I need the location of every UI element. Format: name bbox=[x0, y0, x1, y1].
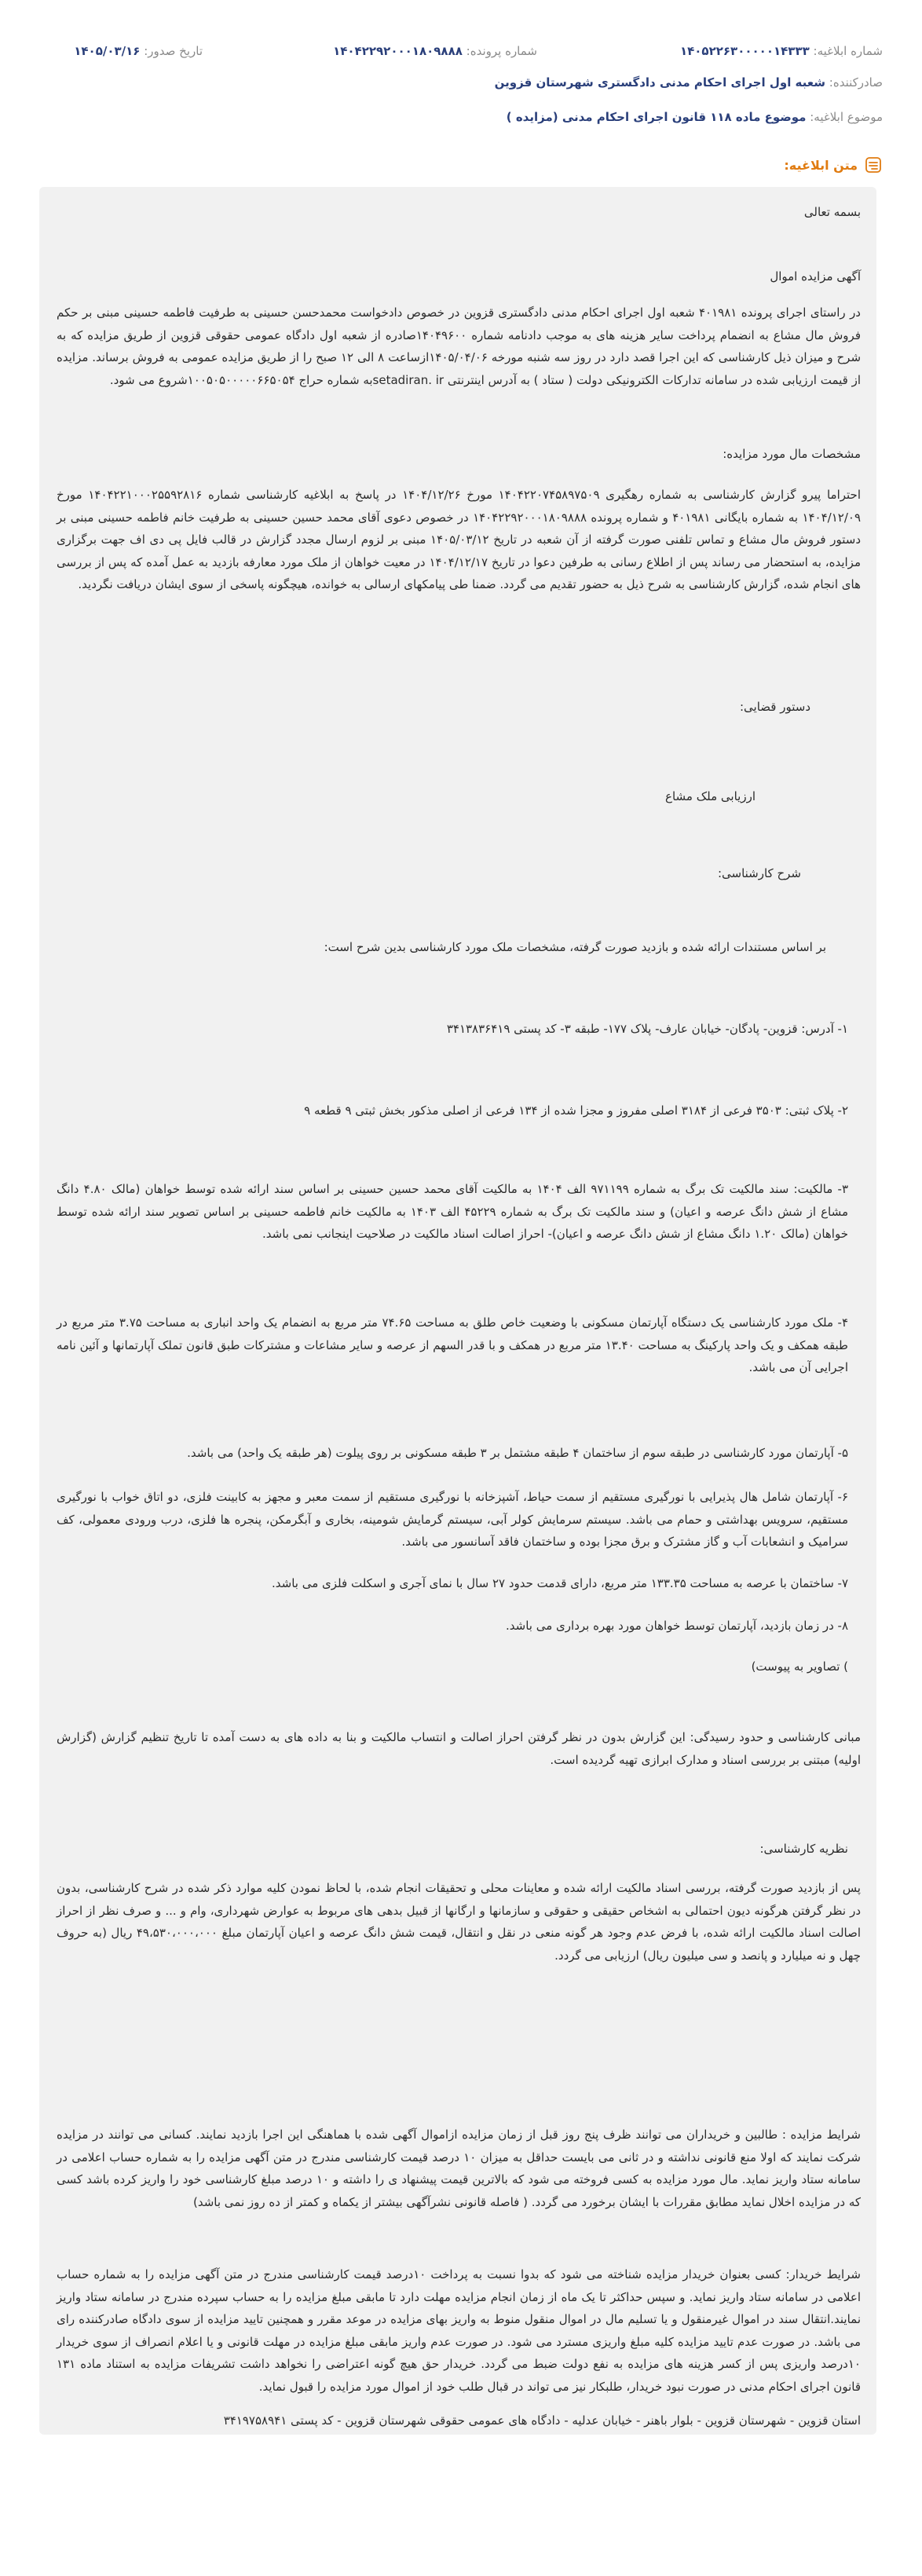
notice-text-header bbox=[784, 156, 883, 174]
body-item-1: ۱- آدرس: قزوین- پادگان- خیابان عارف- پلاک ۱۷۷- طبقه ۳- کد پستی ۳۴۱۳۸۳۶۴۱۹ bbox=[446, 1022, 848, 1036]
body-heading-description: شرح کارشناسی: bbox=[717, 866, 801, 880]
body-opinion-paragraph: پس از بازدید صورت گرفته، بررسی اسناد مالکیت ارائه شده و معاینات محلی و تحقیقات انجام شده، با لحاظ نمودن کلیه موارد ذکر شده در شرح کارشناسی، بدون در نظر گرفتن هرگونه دیون احتمالی به اشخاص حقیقی و حقوقی و سازمانها و ارگانها از قبیل بدهی های مربوط به عوارض شهرداری، وام و ... و صرف نظر از احراز اصالت اسناد مالکیت ارائه شده، با فرض عدم وجود هر گونه منعی در نقل و انتقال، قیمت شش دانگ عرصه و اعیان آپارتمان مبلغ ۴۹،۵۳۰،۰۰۰،۰۰۰ ریال (به حروف چهل و نه میلیارد و پانصد و سی میلیون ریال) ارزیابی می گردد. bbox=[57, 1881, 861, 1963]
issuer-row: صادرکننده: شعبه اول اجرای احکام مدنی دادگستری شهرستان قزوین bbox=[494, 75, 883, 90]
case-number: شماره پرونده: ۱۴۰۴۲۲۹۲۰۰۰۱۸۰۹۸۸۸ bbox=[333, 44, 537, 58]
issue-date: تاریخ صدور: ۱۴۰۵/۰۳/۱۶ bbox=[74, 44, 203, 58]
body-heading-opinion: نظریه کارشناسی: bbox=[759, 1842, 848, 1856]
body-attachments-note: ) تصاویر به پیوست) bbox=[751, 1659, 848, 1674]
body-item-8: ۸- در زمان بازدید، آپارتمان توسط خواهان مورد بهره برداری می باشد. bbox=[506, 1619, 848, 1633]
body-item-7: ۷- ساختمان با عرصه به مساحت ۱۳۳.۳۵ متر مربع، دارای قدمت حدود ۲۷ سال با نمای آجری و اسکلت فلزی می باشد. bbox=[272, 1576, 848, 1590]
body-order-text: ارزیابی ملک مشاع bbox=[665, 789, 756, 803]
body-description-intro: بر اساس مستندات ارائه شده و بازدید صورت گرفته، مشخصات ملک مورد کارشناسی بدین شرح است: bbox=[324, 940, 826, 954]
body-report-paragraph: احتراما پیرو گزارش کارشناسی به شماره رهگیری ۱۴۰۴۲۲۰۷۴۵۸۹۷۵۰۹ مورخ ۱۴۰۴/۱۲/۲۶ در پاسخ به ابلاغیه کارشناسی شماره ۱۴۰۴۲۲۱۰۰۰۲۵۵۹۲۸۱۶ مورخ ۱۴۰۴/۱۲/۰۹ به شماره بایگانی ۴۰۱۹۸۱ و شماره پرونده ۱۴۰۴۲۲۹۲۰۰۰۱۸۰۹۸۸۸ در خصوص دعوی آقای محمد حسین حسینی به طرفیت خانم فاطمه حسینی مبنی بر دستور فروش مال مشاع و تماس تلفنی صورت گرفته از آن شعبه در تاریخ ۱۴۰۵/۰۳/۱۲ مبنی بر لزوم ارسال مجدد گزارش در قالب فایل پی دی اف جهت برگزاری مزایده، به استحضار می رساند پس از اطلاع رسانی به طرفین دعوا در تاریخ ۱۴۰۴/۱۲/۱۷ در معیت خواهان از ملک مورد معارفه بازدید به عمل آمده که پس از بررسی های انجام شده، گزارش کارشناسی به شرح ذیل به حضور تقدیم می گردد. ضمنا طی پیامکهای ارسالی به خوانده، هیچگونه پاسخی از سوی ایشان دریافت نگردید. bbox=[57, 488, 861, 591]
body-buyer-terms: شرایط خریدار: کسی بعنوان خریدار مزایده شناخته می شود که بدوا نسبت به پرداخت ۱۰درصد قیمت کارشناسی مندرج در متن آگهی مزایده را به شماره حساب اعلامی در سامانه ستاد واریز نماید. و سپس حداکثر تا یک ماه از زمان انجام مزایده مهلت دارد تا مابقی مبلغ مزایده را به حساب سپرده مندرج در سامانه ستاد واریز نمایند.انتقال سند در اموال غیرمنقول و یا تسلیم مال در اموال منقول منوط به واریز بهای مزایده در موعد مقرر و همچنین تایید مزایده از سوی دادگاه صادرکننده رای می باشد. در صورت عدم تایید مزایده کلیه مبلغ واریزی مسترد می شود. در صورت عدم واریز مابقی مبلغ مزایده در مهلت قانونی و یا اعلام انصراف از سوی خریدار ۱۰درصد واریزی پس از کسر هزینه های مزایده به نفع دولت ضبط می گردد. خریدار حق هیچ گونه اعتراضی را نخواهد داشت تشریفات مزایده به استناد ماده ۱۳۱ قانون اجرای احکام مدنی در صورت نبود خریدار، طلبکار نیز می تواند در قبال طلب خود از اموال مورد مزایده را قبول نماید. bbox=[57, 2267, 861, 2394]
body-basis-paragraph: مبانی کارشناسی و حدود رسیدگی: این گزارش بدون در نظر گرفتن احراز اصالت و انتساب مالکیت و بنا به داده های به دست آمده تا تاریخ تنظیم گزارش (گزارش اولیه) مبتنی بر بررسی اسناد و مدارک ابرازی تهیه گردیده است. bbox=[57, 1730, 861, 1767]
body-auction-terms: شرایط مزایده : طالبین و خریداران می توانند ظرف پنج روز قبل از زمان مزایده ازاموال آگهی شده با هماهنگی این اجرا بازدید نمایند. کسانی می توانند در مزایده شرکت نمایند که اولا منع قانونی نداشته و در ثانی می بایست حداقل به میزان ۱۰ درصد قیمت کارشناسی مندرج در متن آگهی مزایده را به شماره حساب اعلامی در سامانه ستاد واریز نماید. مال مورد مزایده به کسی فروخته می شود که بالاترین قیمت پیشنهاد ی را داشته و ۱۰ درصد مبلغ کارشناسی خود را واریز کرده باشد کسی که در مزایده اخلال نماید مطابق مقررات با ایشان برخورد می گردد. ( فاصله قانونی نشرآگهی بیشتر از یکماه و کمتر از ده روز نمی باشد) bbox=[57, 2128, 861, 2209]
notice-text-title: متن ابلاغیه: bbox=[784, 157, 858, 173]
notice-subject: موضوع ماده ۱۱۸ قانون اجرای احکام مدنی (مزایده ) bbox=[506, 110, 807, 124]
notice-body bbox=[39, 187, 876, 2435]
body-court-address: استان قزوین - شهرستان قزوین - بلوار باهنر - خیابان عدلیه - دادگاه های عمومی حقوقی شهرستان قزوین - کد پستی ۳۴۱۹۷۵۸۹۴۱ bbox=[223, 2413, 861, 2428]
notice-meta-row bbox=[39, 44, 883, 63]
body-heading-specs: مشخصات مال مورد مزایده: bbox=[723, 447, 861, 461]
body-item-3: ۳- مالکیت: سند مالکیت تک برگ به شماره ۹۷۱۱۹۹ الف ۱۴۰۴ به مالکیت آقای محمد حسین حسینی بر اساس سند ارائه شده توسط خواهان (مالک ۴.۸۰ دانگ مشاع از شش دانگ عرصه و اعیان) و سند مالکیت تک برگ به شماره ۴۵۲۲۹ الف ۱۴۰۳ به مالکیت خانم فاطمه حسینی بر اساس تصویر سند ارائه شده توسط خواهان (مالک ۱.۲۰ دانگ مشاع از شش دانگ عرصه و اعیان)- احراز اصالت اسناد مالکیت در صلاحیت اینجانب نمی باشد. bbox=[57, 1182, 849, 1241]
body-item-6: ۶- آپارتمان شامل هال پذیرایی با نورگیری مستقیم از سمت حیاط، آشپزخانه با نورگیری مستقیم از سمت معبر و مجهز به کابینت فلزی، دو اتاق خواب با نورگیری مستقیم، سرویس بهداشتی و حمام می باشد. سیستم سرمایش کولر آبی، سیستم گرمایش شومینه، بخاری و آبگرمکن، پنجره ها فلزی، درب ورودی معمولی، کف سرامیک و انشعابات آب و گاز مشترک و برق مجزا بوده و ساختمان فاقد آسانسور می باشد. bbox=[57, 1490, 848, 1549]
body-item-2: ۲- پلاک ثبتی: ۳۵۰۳ فرعی از ۳۱۸۴ اصلی مفروز و مجزا شده از ۱۳۴ فرعی از اصلی مذکور بخش ثبتی ۹ قطعه ۹ bbox=[304, 1103, 848, 1118]
body-bismillah: بسمه تعالی bbox=[803, 205, 861, 219]
issuer-name: شعبه اول اجرای احکام مدنی دادگستری شهرستان قزوین bbox=[494, 75, 825, 90]
notice-number: شماره ابلاغیه: ۱۴۰۵۲۲۶۳۰۰۰۰۰۱۴۳۳۳ bbox=[679, 44, 883, 58]
document-icon bbox=[864, 156, 883, 174]
body-item-4: ۴- ملک مورد کارشناسی یک دستگاه آپارتمان مسکونی با وضعیت خاص طلق به مساحت ۷۴.۶۵ متر مربع به انضمام یک واحد انباری به مساحت ۳.۷۵ متر مربع در طبقه همکف و یک واحد پارکینگ به مساحت ۱۳.۴۰ متر مربع در همکف و با قدر السهم از عرصه و سایر مشاعات و مشترکات طبق قانون تملک آپارتمانها و آئین نامه اجرایی آن می باشد. bbox=[57, 1315, 849, 1374]
body-intro-paragraph: در راستای اجرای پرونده ۴۰۱۹۸۱ شعبه اول اجرای احکام مدنی دادگستری قزوین در خصوص دادخواست محمدحسن حسینی به طرفیت فاطمه حسینی مبنی بر حکم فروش مال مشاع به انضمام پرداخت سایر هزینه های به موجب دادنامه شماره ۱۴۰۴۹۶۰۰صادره از شعبه اول دادگاه عمومی حقوقی قزوین از طریق مزایده که به شرح و میزان ذیل کارشناسی که این اجرا قصد دارد در روز سه شنبه مورخه ۱۴۰۵/۰۴/۰۶ازساعت ۸ الی ۱۲ صبح را از طریق مزایده عمومی به فروش برساند. مزایده از قیمت ارزیابی شده در سامانه تدارکات الکترونیکی دولت ( ستاد ) به آدرس اینترنتی setadiran. irبه شماره حراج ۱۰۰۵۰۵۰۰۰۰۰۶۶۵۰۵۴شروع می شود. bbox=[57, 306, 862, 387]
body-item-5: ۵- آپارتمان مورد کارشناسی در طبقه سوم از ساختمان ۴ طبقه مشتمل بر ۳ طبقه مسکونی بر روی پیلوت (هر طبقه یک واحد) می باشد. bbox=[187, 1446, 848, 1460]
subject-row: موضوع ابلاغیه: موضوع ماده ۱۱۸ قانون اجرای احکام مدنی (مزایده ) bbox=[506, 110, 883, 124]
body-title: آگهی مزایده اموال bbox=[770, 269, 861, 284]
body-heading-order: دستور قضایی: bbox=[739, 700, 810, 714]
